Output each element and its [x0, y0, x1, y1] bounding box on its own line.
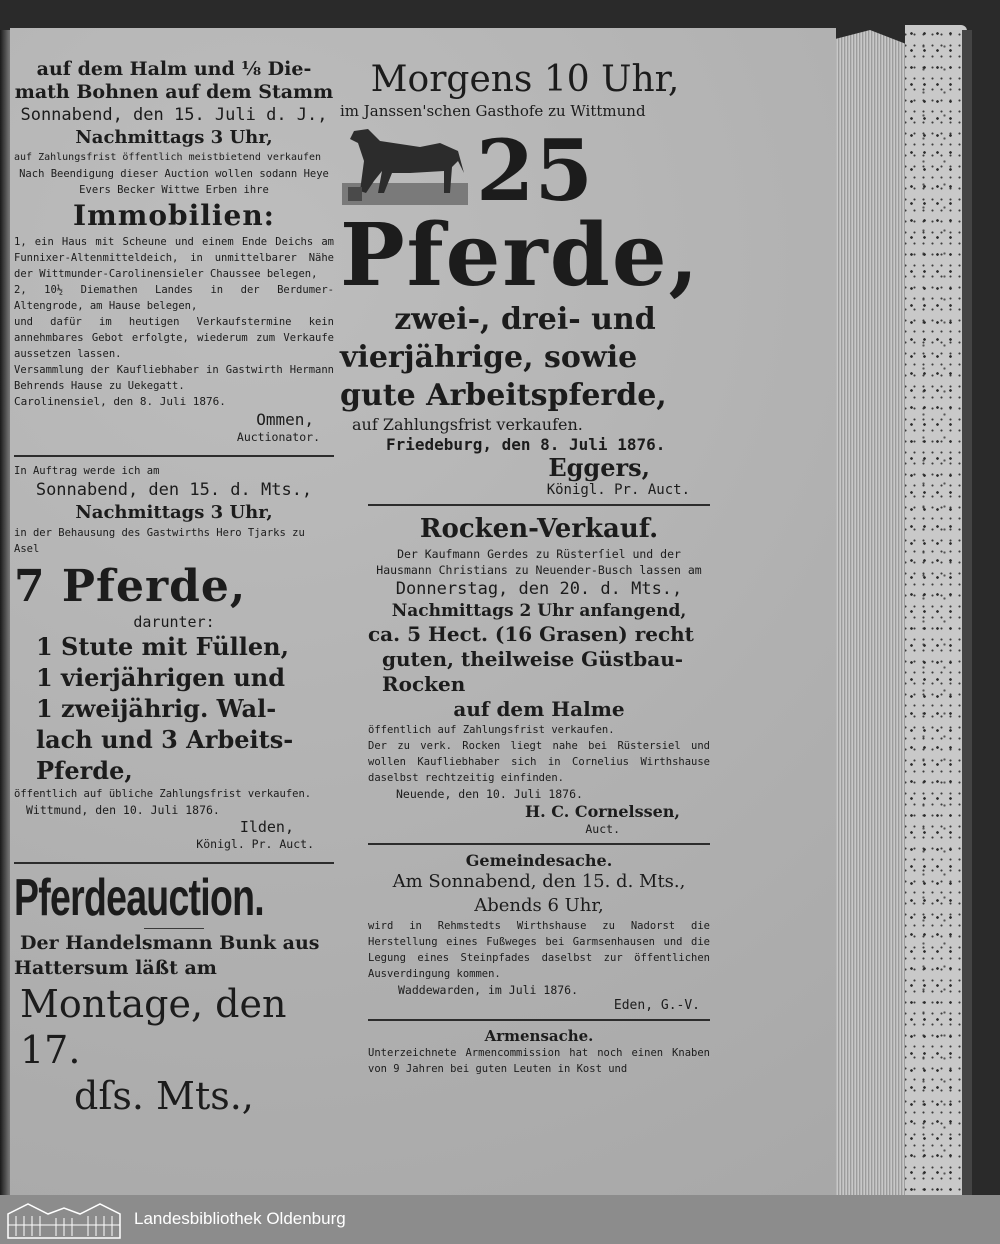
ad-role: Auct. — [585, 822, 620, 836]
divider — [368, 843, 710, 845]
ad-time: Nachmittags 3 Uhr, — [75, 502, 273, 523]
ad-intro: In Auftrag werde ich am — [14, 465, 160, 477]
ad-text: wird in Rehmstedts Wirthshause zu Nadorst die Herstellung eines Fußweges bei Garmsenhausen und die Legung eines Steinpfades daselbst zur öffentlichen Ausverdingung kommen. — [368, 920, 710, 980]
ad-signer: H. C. Cornelssen, — [525, 802, 680, 821]
ad-headline: Armensache. — [484, 1027, 594, 1045]
library-name: Landesbibliothek Oldenburg — [134, 1209, 346, 1228]
ad-place-date: Carolinensiel, den 8. Juli 1876. — [14, 395, 226, 408]
library-building-logo — [4, 1198, 124, 1241]
ad-line: ca. 5 Hect. (16 Grasen) recht — [368, 622, 694, 646]
ad-headline: Pferdeauction. — [14, 869, 264, 927]
ad-place-date: Friedeburg, den 8. Juli 1876. — [386, 435, 666, 454]
ad-gemeindesache — [340, 851, 710, 1013]
ad-place-date: Neuende, den 10. Juli 1876. — [396, 787, 583, 801]
ad-terms: auf Zahlungsfrist öffentlich meistbietend verkaufen — [14, 152, 322, 163]
ad-armensache — [340, 1027, 710, 1077]
ad-date: Sonnabend, den 15. d. Mts., — [35, 480, 313, 500]
ad-text: und dafür im heutigen Verkaufstermine kein annehmbares Gebot erfolgte, wiederum zum Verkaufe aussetzen lassen. — [14, 316, 334, 360]
book-cover-edge — [962, 30, 972, 1200]
ad-text: Versammlung der Kaufliebhaber in Gastwirth Hermann Behrends Hause zu Uekegatt. — [14, 364, 334, 392]
divider — [368, 1019, 710, 1021]
ad-signer: Eden, G.-V. — [613, 998, 700, 1013]
ad-number: 25 — [476, 121, 593, 220]
ad-role: Königl. Pr. Auct. — [196, 837, 314, 851]
ad-heading: Immobilien: — [72, 199, 276, 232]
ad-headline: Gemeindesache. — [465, 851, 613, 870]
ad-list-item: 1 Stute mit Füllen, — [36, 632, 289, 661]
ad-headline: 7 Pferde, — [14, 561, 247, 612]
ad-line: guten, theilweise Güstbau-Rocken — [382, 647, 684, 696]
ad-line: auf dem Halm und ⅛ Die- — [36, 58, 312, 80]
book-cover-marbled — [905, 25, 967, 1200]
ad-25-pferde — [340, 58, 710, 498]
ad-date: Am Sonnabend, den 15. d. Mts., — [392, 871, 686, 892]
ad-terms: auf Zahlungsfrist verkaufen. — [352, 415, 583, 434]
ad-headline: Pferde, — [340, 205, 701, 306]
ad-time: Nachmittags 3 Uhr, — [75, 127, 273, 148]
ad-time: Morgens 10 Uhr, — [370, 59, 680, 100]
left-column — [14, 58, 334, 1119]
ad-time: Abends 6 Uhr, — [474, 895, 604, 916]
ad-list-item: lach und 3 Arbeits- — [36, 725, 294, 754]
ad-line: math Bohnen auf dem Stamm — [14, 81, 334, 103]
ad-subline: gute Arbeitspferde, — [340, 378, 667, 413]
horse-illustration — [340, 121, 470, 211]
right-column — [340, 58, 710, 1077]
ad-rocken-verkauf — [340, 512, 710, 837]
ad-signer: Eggers, — [548, 453, 650, 482]
ad-text: Unterzeichnete Armencommission hat noch einen Knaben von 9 Jahren bei guten Leuten in Kost und — [368, 1047, 710, 1075]
ad-place-date: Waddewarden, im Juli 1876. — [398, 983, 579, 997]
horse-and-number — [340, 121, 710, 220]
ad-signer: Ilden, — [239, 818, 294, 836]
ad-item: 1, ein Haus mit Scheune und einem Ende Deichs am Funnixer-Altenmitteldeich, in unmittelbarer Nähe der Wittmunder-Carolinensieler Chaussee belegen, — [14, 236, 334, 280]
ad-role: Königl. Pr. Auct. — [546, 482, 690, 498]
ad-signer: Ommen, — [256, 410, 314, 429]
ad-7-pferde — [14, 463, 334, 852]
ad-text: Nach Beendigung dieser Auction wollen sodann Heye Evers Becker Wittwe Erben ihre — [19, 168, 329, 196]
ad-text: Der Handelsmann Bunk aus — [20, 932, 320, 954]
ad-role: Auctionator. — [236, 430, 320, 444]
ad-place: im Janssen'schen Gasthofe zu Wittmund — [340, 102, 646, 120]
ad-place: in der Behausung des Gastwirths Hero Tjarks zu Asel — [14, 527, 305, 555]
ad-terms: öffentlich auf Zahlungsfrist verkaufen. — [368, 724, 615, 736]
ad-sub: darunter: — [133, 613, 215, 631]
ad-immobilien — [14, 58, 334, 445]
divider — [144, 928, 204, 929]
ad-date: Montage, den 17. — [20, 982, 287, 1072]
ad-terms: öffentlich auf übliche Zahlungsfrist verkaufen. — [14, 788, 312, 800]
ad-item: 2, 10½ Diemathen Landes in der Berdumer-Altengrode, am Hause belegen, — [14, 284, 334, 312]
ad-pferdeauction — [14, 870, 334, 1119]
ad-subline: vierjährige, sowie — [340, 340, 638, 375]
ad-headline: Rocken-Verkauf. — [419, 514, 659, 544]
ad-time: Nachmittags 2 Uhr anfangend, — [391, 601, 687, 621]
ad-date: Donnerstag, den 20. d. Mts., — [395, 579, 683, 599]
ad-place-date: Wittmund, den 10. Juli 1876. — [26, 803, 220, 817]
ad-subline: zwei-, drei- und — [394, 302, 656, 337]
ad-note: Der zu verk. Rocken liegt nahe bei Rüstersiel und wollen Kaufliebhaber sich in Cornelius Wirthshause daselbst rechtzeitig einfinden. — [368, 740, 710, 784]
ad-intro: Der Kaufmann Gerdes zu Rüsterſiel und der Hausmann Christians zu Neuender-Busch lassen am — [376, 547, 702, 577]
ad-list-item: Pferde, — [36, 756, 133, 785]
ad-list-item: 1 zweijährig. Wal- — [36, 694, 277, 723]
ad-date: dſs. Mts., — [74, 1074, 254, 1118]
ad-text: Hattersum läßt am — [14, 957, 217, 979]
footer-bar — [0, 1195, 1000, 1244]
divider — [14, 862, 334, 864]
ad-date: Sonnabend, den 15. Juli d. J., — [20, 105, 328, 125]
ad-line: auf dem Halme — [453, 697, 625, 721]
ad-list-item: 1 vierjährigen und — [36, 663, 286, 692]
divider — [368, 504, 710, 506]
divider — [14, 455, 334, 457]
